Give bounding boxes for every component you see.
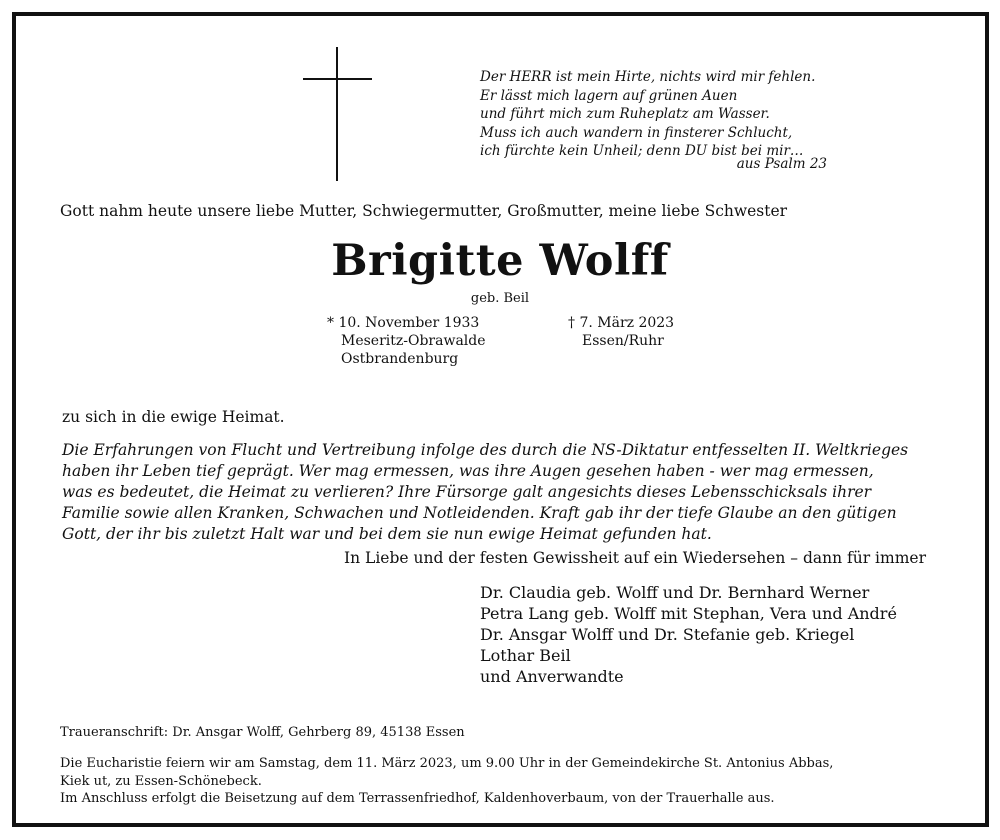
death-info xyxy=(568,314,674,350)
mourners-list xyxy=(480,582,897,687)
death-place: Essen/Ruhr xyxy=(582,333,664,349)
death-date: † 7. März 2023 xyxy=(568,315,675,331)
paragraph-line: was es bedeutet, die Heimat zu verlieren? Ihre Fürsorge galt angesichts dieses Lebensschicksals ihrer xyxy=(62,483,872,501)
mourner: und Anverwandte xyxy=(480,667,624,686)
mourner: Dr. Claudia geb. Wolff und Dr. Bernhard Werner xyxy=(480,583,870,602)
service-info xyxy=(60,755,833,808)
psalm-line: Muss ich auch wandern in finsterer Schlucht, xyxy=(480,124,793,141)
psalm-line: und führt mich zum Ruheplatz am Wasser. xyxy=(480,106,770,122)
closing-line: In Liebe und der festen Gewissheit auf ein Wiedersehen – dann für immer xyxy=(344,549,926,567)
birth-info xyxy=(327,314,486,368)
birth-region: Ostbrandenburg xyxy=(341,351,459,367)
psalm-line: Er lässt mich lagern auf grünen Auen xyxy=(480,87,738,104)
birth-date: * 10. November 1933 xyxy=(327,315,480,331)
intro-text: Gott nahm heute unsere liebe Mutter, Schwiegermutter, Großmutter, meine liebe Schwester xyxy=(60,202,788,220)
paragraph-line: Gott, der ihr bis zuletzt Halt war und bei dem sie nun ewige Heimat gefunden hat. xyxy=(62,525,712,543)
paragraph-line: haben ihr Leben tief geprägt. Wer mag ermessen, was ihre Augen gesehen haben - wer mag ermessen, xyxy=(62,462,874,480)
mourner: Lothar Beil xyxy=(480,646,571,665)
heimat-text: zu sich in die ewige Heimat. xyxy=(62,408,285,426)
biography-paragraph xyxy=(62,440,942,545)
service-line: Kiek ut, zu Essen-Schönebeck. xyxy=(60,773,262,789)
service-line: Im Anschluss erfolgt die Beisetzung auf dem Terrassenfriedhof, Kaldenhoverbaum, von der Trauerhalle aus. xyxy=(60,791,775,806)
maiden-name: geb. Beil xyxy=(470,291,530,306)
mourner: Dr. Ansgar Wolff und Dr. Stefanie geb. Kriegel xyxy=(480,625,855,644)
paragraph-line: Familie sowie allen Kranken, Schwachen und Notleidenden. Kraft gab ihr der tiefe Glaube an den gütigen xyxy=(62,504,897,522)
birth-place: Meseritz-Obrawalde xyxy=(341,333,486,349)
psalm-verse xyxy=(480,68,815,161)
service-line: Die Eucharistie feiern wir am Samstag, dem 11. März 2023, um 9.00 Uhr in der Gemeindekirche St. Antonius Abbas, xyxy=(60,756,834,771)
deceased-name: Brigitte Wolff xyxy=(331,236,669,286)
psalm-source: aus Psalm 23 xyxy=(736,156,827,172)
paragraph-line: Die Erfahrungen von Flucht und Vertreibung infolge des durch die NS-Diktatur entfesselten II. Weltkrieges xyxy=(62,441,909,459)
mourner: Petra Lang geb. Wolff mit Stephan, Vera und André xyxy=(480,604,897,623)
mourning-address: Traueranschrift: Dr. Ansgar Wolff, Gehrberg 89, 45138 Essen xyxy=(60,725,465,740)
psalm-line: Der HERR ist mein Hirte, nichts wird mir fehlen. xyxy=(480,69,816,85)
psalm-line: ich fürchte kein Unheil; denn DU bist bei mir… xyxy=(480,143,804,159)
